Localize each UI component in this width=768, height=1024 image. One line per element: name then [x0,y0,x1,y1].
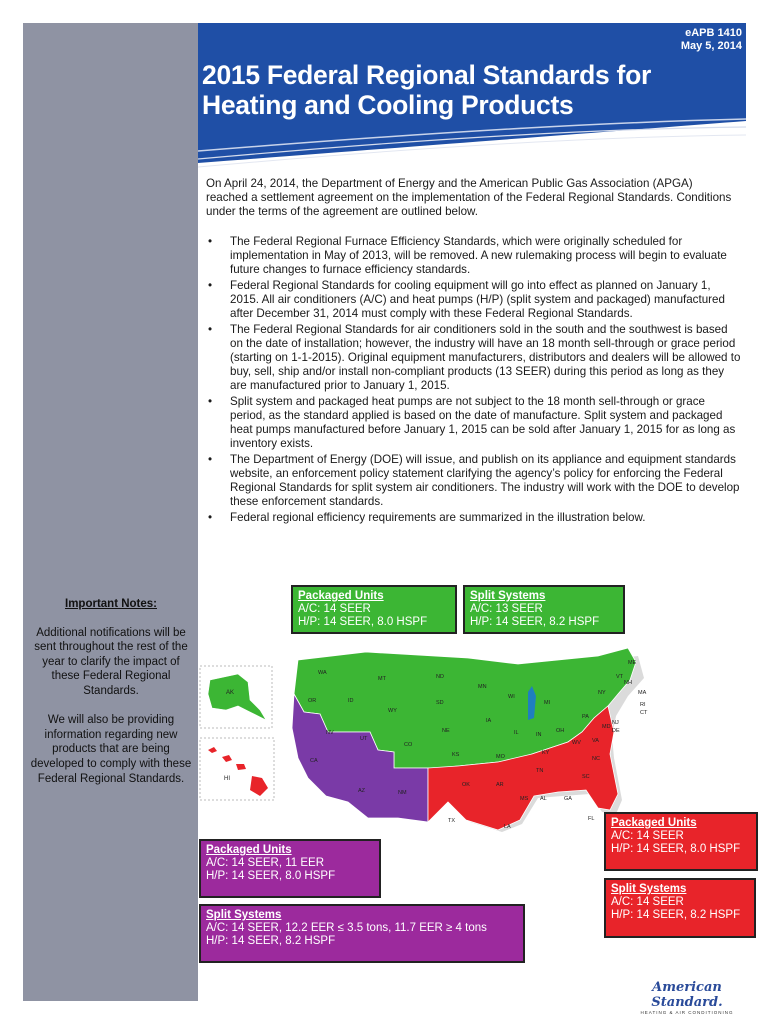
state-label: CO [404,742,413,748]
important-notes [30,597,192,801]
state-label: KS [452,752,460,758]
state-label: NY [598,690,606,696]
southeast-packaged-box [604,812,758,871]
alaska-inset [200,666,272,728]
hawaii-inset [200,738,274,800]
north-packaged-box [291,585,457,634]
southwest-packaged-box [199,839,381,898]
state-label: IN [536,732,542,738]
north-split-box [463,585,625,634]
state-label: AZ [358,788,366,794]
state-label: IL [514,730,519,736]
state-label: GA [564,796,572,802]
state-label: PA [582,714,589,720]
bullet-icon: • [208,453,213,466]
box-heading: Split Systems [206,909,282,921]
state-label: MS [520,796,529,802]
list-item-text: The Federal Regional Standards for air conditioners sold in the south and the southwest is based on the date of installation; however, the industry will have an 18 month sell-through or grace period (starting on 1-1-2015). Original equipment manufacturers, distributors and dealers will be allowed to buy, sell, ship and/or install non-compliant products (13 SEER) during this period as long as they are manufactured prior to January 1, 2015. [230,323,741,392]
state-label: WY [388,708,397,714]
state-label: NM [398,790,407,796]
state-label: ND [436,674,444,680]
state-label: WA [318,670,327,676]
state-label: NH [624,680,632,686]
state-label: AL [540,796,547,802]
box-heading: Packaged Units [206,844,292,856]
box-line: H/P: 14 SEER, 8.2 HSPF [470,616,600,628]
state-label: AR [496,782,504,788]
list-item-text: Federal regional efficiency requirements are summarized in the illustration below. [230,511,646,524]
state-label: WI [508,694,515,700]
state-label: TN [536,768,544,774]
state-label: MN [478,684,487,690]
state-label: AK [226,690,235,696]
state-label: ME [628,660,637,666]
box-line: A/C: 14 SEER, 11 EER [206,857,325,869]
state-label: VA [592,738,599,744]
state-label: ID [348,698,354,704]
bullet-icon: • [208,323,213,336]
logo-brand: American Standard. [651,980,723,1010]
state-label: DE [612,728,620,734]
box-line: H/P: 14 SEER, 8.2 HSPF [611,909,741,921]
state-label: VT [616,674,624,680]
doc-code: eAPB 1410 [685,27,742,39]
state-label: MI [544,700,551,706]
document-id [681,27,742,53]
page-title: 2015 Federal Regional Standards for Heating and Cooling Products [202,60,651,120]
box-line: A/C: 13 SEER [470,603,543,615]
state-label: NV [326,730,334,736]
state-label: FL [588,816,595,822]
notes-paragraph: Additional notifications will be sent throughout the rest of the year to clarify the impact of these Federal Regional Standards. [34,626,188,697]
list-item-text: The Department of Energy (DOE) will issue, and publish on its appliance and equipment standards website, an enforcement policy statement clarifying the agency’s policy for enforcing the Federal Regional Standards for split system air conditioners. The industry will work with the DOE to develop these enforcement standards. [230,453,740,508]
state-label: WV [572,740,581,746]
state-label: CT [640,710,648,716]
list-item [206,395,742,451]
state-label: NE [442,728,450,734]
notes-paragraph: We will also be providing information regarding new products that are being developed to comply with these Federal Regional Standards. [30,714,192,785]
list-item-text: The Federal Regional Furnace Efficiency Standards, which were originally scheduled for implementation in May of 2013, will be removed. A new rulemaking process will begin to evaluate future changes to furnace efficiency standards. [230,235,727,276]
bullet-icon: • [208,235,213,248]
state-label: OR [308,698,317,704]
box-line: H/P: 14 SEER, 8.0 HSPF [298,616,428,628]
state-label: HI [224,776,230,782]
southeast-split-box [604,878,756,938]
state-label: MT [378,676,386,682]
intro-paragraph: On April 24, 2014, the Department of Energy and the American Public Gas Association (APGA) reached a settlement agreement on the implementation of the Federal Regional Standards. Conditions under the terms of the agreement are outlined below. [206,177,732,218]
state-label: IA [486,718,492,724]
list-item [206,511,742,525]
box-heading: Split Systems [470,590,546,602]
box-line: H/P: 14 SEER, 8.2 HSPF [206,935,336,947]
brand-logo [628,980,746,1015]
list-item [206,235,742,277]
doc-date: May 5, 2014 [680,40,742,52]
state-label: LA [504,824,511,830]
state-label: RI [640,702,646,708]
state-label: KY [542,750,550,756]
state-label: NJ [612,720,619,726]
state-label: CA [310,758,318,764]
logo-tagline: HEATING & AIR CONDITIONING [640,1010,734,1015]
bullet-icon: • [208,279,213,292]
list-item-text: Federal Regional Standards for cooling equipment will go into effect as planned on January 1, 2015. All air conditioners (A/C) and heat pumps (H/P) (split system and packaged) manufactured after December 31, 2014 must comply with these Federal Regional Standards. [230,279,725,320]
state-label: MO [496,754,505,760]
bullet-icon: • [208,511,213,524]
box-heading: Split Systems [611,883,687,895]
state-label: UT [360,736,368,742]
box-line: A/C: 14 SEER [298,603,371,615]
box-heading: Packaged Units [298,590,384,602]
state-label: MD [602,724,611,730]
state-ak [208,674,266,720]
southwest-split-box [199,904,525,963]
state-hi [208,747,268,796]
box-line: A/C: 14 SEER [611,896,684,908]
box-line: H/P: 14 SEER, 8.0 HSPF [611,843,741,855]
sidebar-panel [23,23,198,1001]
state-label: SC [582,774,590,780]
state-label: OH [556,728,565,734]
list-item [206,453,742,509]
box-line: H/P: 14 SEER, 8.0 HSPF [206,870,336,882]
notes-heading: Important Notes: [65,598,157,610]
bullet-list [206,235,742,527]
list-item [206,279,742,321]
state-label: TX [448,818,456,824]
list-item [206,323,742,393]
state-label: NC [592,756,600,762]
bullet-icon: • [208,395,213,408]
state-label: MA [638,690,647,696]
state-label: OK [462,782,470,788]
box-line: A/C: 14 SEER, 12.2 EER ≤ 3.5 tons, 11.7 EER ≥ 4 tons [206,922,487,934]
box-line: A/C: 14 SEER [611,830,684,842]
list-item-text: Split system and packaged heat pumps are not subject to the 18 month sell-through or grace period, as the standard applied is based on the date of manufacture. Split system and packaged heat pumps manufactured before January 1, 2015 can be sold after January 1, 2015 for as long as inventory exists. [230,395,736,450]
box-heading: Packaged Units [611,817,697,829]
state-label: SD [436,700,444,706]
